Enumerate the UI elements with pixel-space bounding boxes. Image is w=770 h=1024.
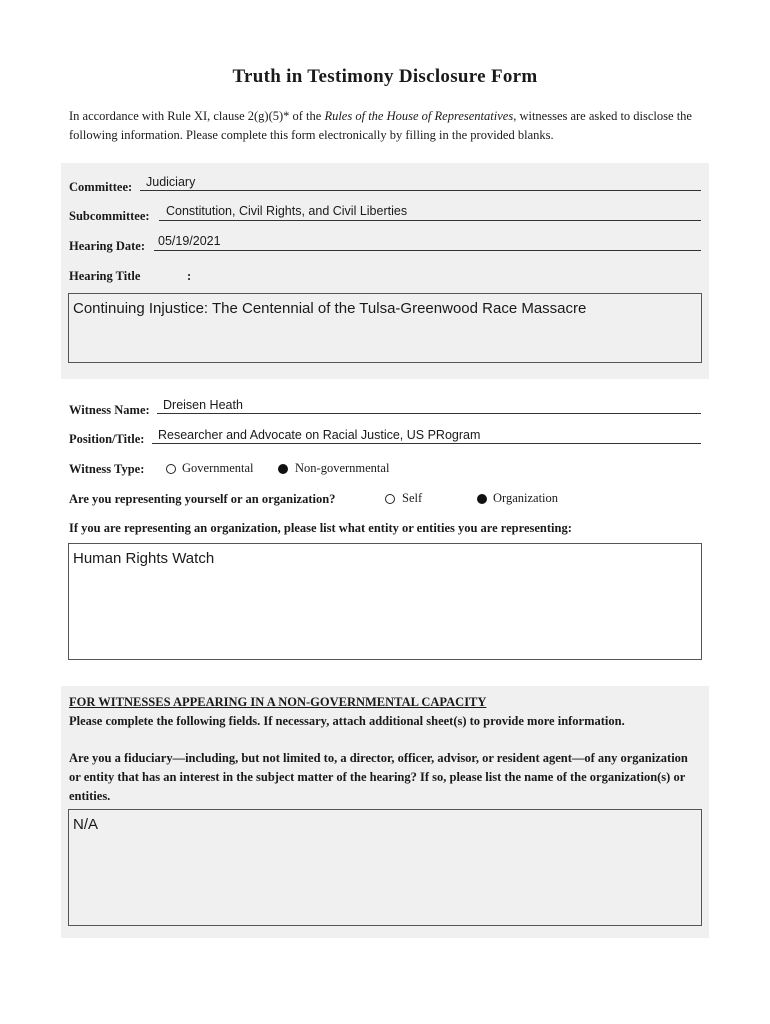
fiduciary-box[interactable] — [68, 809, 702, 926]
witness-name-label: Witness Name: — [69, 403, 150, 417]
intro-text-before: In accordance with Rule XI, clause 2(g)(5)* of the — [69, 109, 325, 123]
non-governmental-heading: FOR WITNESSES APPEARING IN A NON-GOVERNMENTAL CAPACITY — [69, 695, 487, 709]
entities-label: If you are representing an organization, please list what entity or entities you are representing: — [69, 521, 572, 535]
option-self-label: Self — [402, 491, 423, 505]
committee-field[interactable]: Judiciary — [146, 175, 196, 189]
intro-paragraph — [69, 107, 709, 145]
witness-type-label: Witness Type: — [69, 462, 145, 476]
option-organization-label: Organization — [493, 491, 559, 505]
witness-name-underline — [157, 413, 701, 414]
entities-box[interactable] — [68, 543, 702, 660]
subcommittee-underline — [159, 220, 701, 221]
hearing-title-box[interactable] — [68, 293, 702, 363]
option-governmental-label: Governmental — [182, 461, 254, 475]
radio-self[interactable] — [385, 494, 395, 504]
subcommittee-label: Subcommittee: — [69, 209, 150, 223]
non-governmental-instructions: Please complete the following fields. If necessary, attach additional sheet(s) to provide more information. — [69, 714, 625, 728]
radio-governmental[interactable] — [166, 464, 176, 474]
subcommittee-field[interactable]: Constitution, Civil Rights, and Civil Liberties — [166, 204, 408, 218]
form-title: Truth in Testimony Disclosure Form — [232, 66, 538, 87]
radio-organization[interactable] — [477, 494, 487, 504]
position-title-underline — [152, 443, 701, 444]
hearing-date-label: Hearing Date: — [69, 239, 146, 253]
committee-label: Committee: — [69, 180, 133, 194]
hearing-date-underline — [154, 250, 701, 251]
witness-name-field[interactable]: Dreisen Heath — [163, 398, 243, 412]
option-non-governmental-label: Non-governmental — [295, 461, 390, 475]
position-title-field[interactable]: Researcher and Advocate on Racial Justice, US PRogram — [158, 428, 481, 442]
fiduciary-field: N/A — [73, 816, 99, 833]
entities-field: Human Rights Watch — [73, 550, 215, 567]
intro-text-after: , witnesses are asked to disclose the following information. Please complete this form electronically by filling in the provided blanks. — [69, 109, 692, 142]
position-title-label: Position/Title: — [69, 432, 145, 446]
hearing-title-label: Hearing Title — [69, 269, 141, 283]
intro-text-italic: Rules of the House of Representatives — [324, 109, 514, 123]
representing-label: Are you representing yourself or an organization? — [69, 492, 336, 506]
radio-non-governmental[interactable] — [278, 464, 288, 474]
hearing-date-field[interactable]: 05/19/2021 — [158, 234, 221, 248]
hearing-title-field: Continuing Injustice: The Centennial of the Tulsa-Greenwood Race Massacre — [73, 300, 587, 317]
fiduciary-question: Are you a fiduciary—including, but not limited to, a director, officer, advisor, or resident agent—of any organization or entity that has an interest in the subject matter of the hearing? If so, please list the name of the organization(s) or entities. — [69, 751, 688, 803]
hearing-title-colon: : — [187, 269, 192, 283]
committee-underline — [140, 190, 701, 191]
